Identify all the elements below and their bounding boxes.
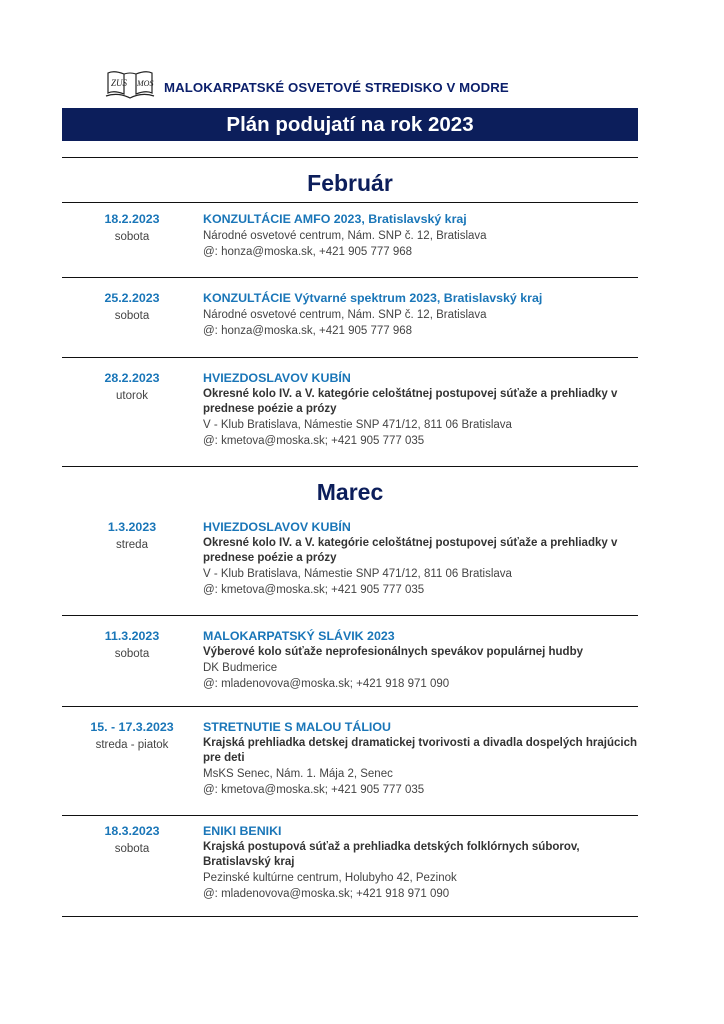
divider bbox=[62, 916, 638, 917]
event-title: HVIEZDOSLAVOV KUBÍN bbox=[203, 520, 351, 534]
event-contact: @: kmetova@moska.sk; +421 905 777 035 bbox=[203, 584, 425, 596]
divider bbox=[62, 466, 638, 467]
svg-text:ZUS: ZUS bbox=[111, 78, 128, 88]
event-date: 18.3.2023 bbox=[104, 824, 160, 838]
event-description: Výberové kolo súťaže neprofesionálnych spevákov populárnej hudby bbox=[203, 646, 583, 658]
event-title: STRETNUTIE S MALOU TÁLIOU bbox=[203, 720, 391, 734]
divider bbox=[62, 277, 638, 278]
event-contact: @: kmetova@moska.sk; +421 905 777 035 bbox=[203, 784, 425, 796]
event-date: 25.2.2023 bbox=[104, 291, 160, 305]
divider bbox=[62, 615, 638, 616]
event-date: 11.3.2023 bbox=[104, 629, 160, 643]
event-place: DK Budmerice bbox=[203, 662, 278, 674]
event-contact: @: mladenovova@moska.sk; +421 918 971 090 bbox=[203, 888, 450, 900]
event-contact: @: honza@moska.sk, +421 905 777 968 bbox=[203, 325, 413, 337]
divider bbox=[62, 157, 638, 158]
month-heading: Marec bbox=[316, 479, 384, 505]
event-description: Krajská postupová súťaž a prehliadka detských folklórnych súborov, Bratislavský kraj bbox=[203, 841, 580, 868]
event-place: Pezinské kultúrne centrum, Holubyho 42, Pezinok bbox=[203, 872, 457, 884]
divider bbox=[62, 202, 638, 203]
event-contact: @: honza@moska.sk, +421 905 777 968 bbox=[203, 246, 413, 258]
event-place: Národné osvetové centrum, Nám. SNP č. 12, Bratislava bbox=[203, 230, 487, 242]
event-contact: @: kmetova@moska.sk; +421 905 777 035 bbox=[203, 435, 425, 447]
event-place: V - Klub Bratislava, Námestie SNP 471/12, 811 06 Bratislava bbox=[203, 568, 512, 580]
header bbox=[104, 70, 644, 102]
event-place: V - Klub Bratislava, Námestie SNP 471/12, 811 06 Bratislava bbox=[203, 419, 512, 431]
event-title: KONZULTÁCIE AMFO 2023, Bratislavský kraj bbox=[203, 212, 467, 226]
event-date: 15. - 17.3.2023 bbox=[90, 720, 174, 734]
event-place: Národné osvetové centrum, Nám. SNP č. 12, Bratislava bbox=[203, 309, 487, 321]
svg-text:MOS: MOS bbox=[137, 79, 154, 88]
divider bbox=[62, 706, 638, 707]
organization-name: MALOKARPATSKÉ OSVETOVÉ STREDISKO V MODRE bbox=[164, 80, 509, 95]
event-contact: @: mladenovova@moska.sk; +421 918 971 090 bbox=[203, 678, 450, 690]
event-title: HVIEZDOSLAVOV KUBÍN bbox=[203, 371, 351, 385]
event-title: KONZULTÁCIE Výtvarné spektrum 2023, Bratislavský kraj bbox=[203, 291, 543, 305]
event-day: sobota bbox=[114, 310, 150, 322]
event-day: streda - piatok bbox=[95, 739, 169, 751]
organization-logo bbox=[104, 70, 156, 100]
event-day: streda bbox=[116, 539, 148, 551]
title-banner bbox=[62, 108, 638, 141]
month-heading: Február bbox=[307, 170, 393, 196]
event-description: Okresné kolo IV. a V. kategórie celoštátnej postupovej súťaže a prehliadky v prednese poézie a prózy bbox=[203, 388, 618, 415]
event-title: ENIKI BENIKI bbox=[203, 824, 282, 838]
event-place: MsKS Senec, Nám. 1. Mája 2, Senec bbox=[203, 768, 393, 780]
event-date: 18.2.2023 bbox=[104, 212, 160, 226]
divider bbox=[62, 815, 638, 816]
event-date: 28.2.2023 bbox=[104, 371, 160, 385]
event-day: sobota bbox=[114, 843, 150, 855]
event-description: Krajská prehliadka detskej dramatickej tvorivosti a divadla dospelých hrajúcich pre deti bbox=[203, 737, 637, 764]
event-day: sobota bbox=[114, 231, 150, 243]
page-title: Plán podujatí na rok 2023 bbox=[226, 113, 474, 136]
event-title: MALOKARPATSKÝ SLÁVIK 2023 bbox=[203, 629, 395, 643]
event-day: utorok bbox=[116, 390, 148, 402]
event-description: Okresné kolo IV. a V. kategórie celoštátnej postupovej súťaže a prehliadky v prednese poézie a prózy bbox=[203, 537, 618, 564]
event-date: 1.3.2023 bbox=[107, 520, 157, 534]
event-day: sobota bbox=[114, 648, 150, 660]
divider bbox=[62, 357, 638, 358]
